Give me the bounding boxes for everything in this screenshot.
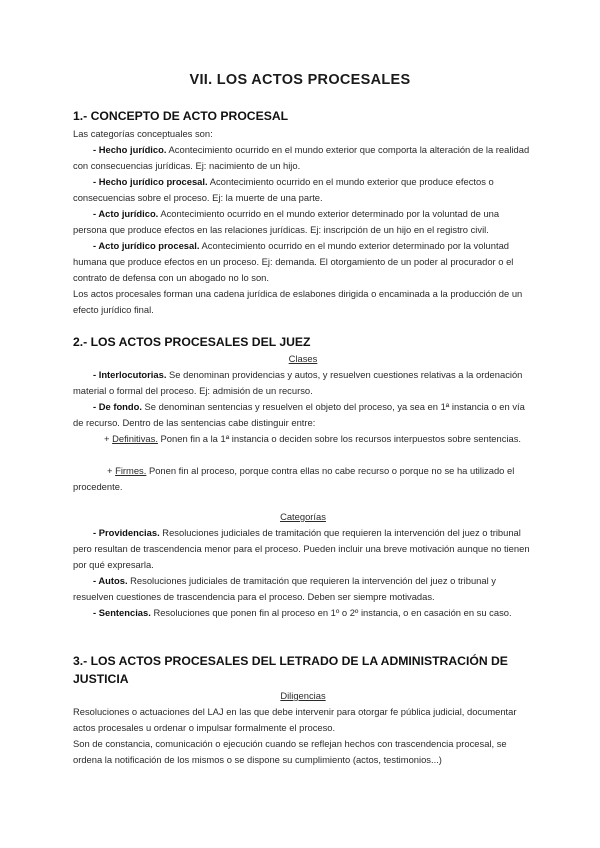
term-hecho-juridico-procesal: - Hecho jurídico procesal. (93, 176, 208, 187)
section-1-intro: Las categorías conceptuales son: (73, 128, 213, 139)
document-title: VII. LOS ACTOS PROCESALES (189, 72, 411, 88)
item-sentencias (73, 605, 533, 621)
text-acto-juridico: Acontecimiento ocurrido en el mundo exterior determinado por la voluntad de una persona que produce efectos en las relaciones jurídicas. Ej: inscripción de un hijo en el registro civil. (73, 208, 500, 235)
item-autos (73, 573, 533, 605)
text-de-fondo: Se denominan sentencias y resuelven el objeto del proceso, ya sea en 1ª instancia o en vía de recurso. Dentro de las sentencias cabe distinguir entre: (73, 401, 525, 428)
text-interlocutorias: Se denominan providencias y autos, y resuelven cuestiones relativas a la ordenación material o formal del proceso. Ej: admisión de un recurso. (73, 369, 523, 396)
term-hecho-juridico: - Hecho jurídico. (93, 144, 167, 155)
item-hecho-juridico (73, 142, 533, 174)
prefix-definitivas: + (104, 433, 113, 444)
section-1-heading: 1.- CONCEPTO DE ACTO PROCESAL (73, 109, 289, 123)
term-providencias: - Providencias. (93, 527, 160, 538)
categorias-caption: Categorías (280, 511, 326, 522)
section-2-heading: 2.- LOS ACTOS PROCESALES DEL JUEZ (73, 335, 311, 349)
term-acto-juridico: - Acto jurídico. (93, 208, 159, 219)
text-acto-juridico-procesal: Acontecimiento ocurrido en el mundo exterior determinado por la voluntad humana que produce efectos en un proceso. Ej: demanda. El otorgamiento de un poder al procurador o el contrato de defensa con un abogado no lo son. (73, 240, 514, 283)
term-acto-juridico-procesal: - Acto jurídico procesal. (93, 240, 200, 251)
term-sentencias: - Sentencias. (93, 607, 151, 618)
section-3-paragraph-2: Son de constancia, comunicación o ejecución cuando se reflejan hechos con trascendencia procesal, se ordena la notificación de los mismos o se dispone su cumplimiento (actos, testimonios...) (73, 738, 507, 765)
term-firmes: Firmes. (115, 465, 147, 476)
text-hecho-juridico: Acontecimiento ocurrido en el mundo exterior que comporta la alteración de la realidad con consecuencias jurídicas. Ej: nacimiento de un hijo. (73, 144, 530, 171)
item-interlocutorias (73, 367, 533, 399)
term-interlocutorias: - Interlocutorias. (93, 369, 167, 380)
item-definitivas (73, 431, 533, 447)
clases-caption: Clases (288, 353, 318, 364)
text-definitivas: Ponen fin a la 1ª instancia o deciden sobre los recursos interpuestos sobre sentencias. (157, 433, 522, 444)
term-autos: - Autos. (93, 575, 128, 586)
item-providencias (73, 525, 533, 573)
text-autos: Resoluciones judiciales de tramitación que requieren la intervención del juez o tribunal y resuelven cuestiones de trascendencia para el proceso. Deben ser siempre motivadas. (73, 575, 496, 602)
term-definitivas: Definitivas. (112, 433, 158, 444)
item-hecho-juridico-procesal (73, 174, 533, 206)
item-acto-juridico (73, 206, 533, 238)
section-3-heading: 3.- LOS ACTOS PROCESALES DEL LETRADO DE LA ADMINISTRACIÓN DE JUSTICIA (73, 654, 508, 686)
diligencias-caption: Diligencias (280, 690, 326, 701)
text-hecho-juridico-procesal: Acontecimiento ocurrido en el mundo exterior que produce efectos o consecuencias sobre el proceso. Ej: la muerte de una parte. (73, 176, 494, 203)
section-3-paragraph-1: Resoluciones o actuaciones del LAJ en las que debe intervenir para otorgar fe pública judicial, documentar actos procesales u ordenar o impulsar formalmente el proceso. (73, 706, 517, 733)
section-1-closing: Los actos procesales forman una cadena jurídica de eslabones dirigida o encaminada a la producción de un efecto jurídico final. (73, 288, 523, 315)
term-de-fondo: - De fondo. (93, 401, 142, 412)
item-de-fondo (73, 399, 533, 431)
text-firmes: Ponen fin al proceso, porque contra ellas no cabe recurso o porque no se ha utilizado el procedente. (73, 465, 515, 492)
text-providencias: Resoluciones judiciales de tramitación que requieren la intervención del juez o tribunal pero resultan de trascendencia menor para el proceso. Pueden incluir una breve motivación aunque no tienen por qué expresarla. (73, 527, 530, 570)
prefix-firmes: + (107, 465, 116, 476)
text-sentencias: Resoluciones que ponen fin al proceso en 1º o 2º instancia, o en casación en su caso. (150, 607, 512, 618)
item-firmes (73, 463, 533, 495)
item-acto-juridico-procesal (73, 238, 533, 286)
